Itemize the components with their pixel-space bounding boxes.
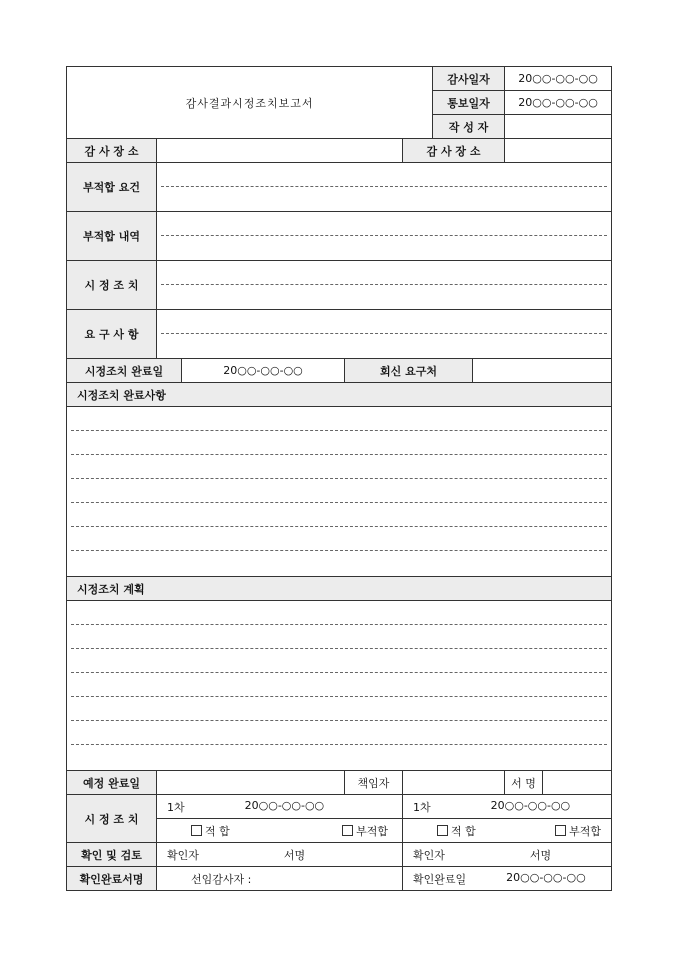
nonconform-detail-label: 부적합 내역 bbox=[67, 212, 157, 261]
sign-label: 서 명 bbox=[505, 771, 543, 795]
review-label: 확인 및 검토 bbox=[67, 843, 157, 867]
final-sign-label: 확인완료서명 bbox=[67, 867, 157, 891]
suitable-left-checkbox[interactable]: 적 합 bbox=[191, 823, 230, 839]
request-field[interactable] bbox=[157, 310, 612, 359]
sign-value[interactable] bbox=[543, 771, 612, 795]
audit-location-label-2: 감 사 장 소 bbox=[403, 139, 505, 163]
sign-left: 서명 bbox=[283, 848, 306, 862]
page-title: 감사결과시정조치보고서 bbox=[67, 67, 433, 139]
corrective-action-label: 시 정 조 치 bbox=[67, 261, 157, 310]
audit-location-value-1[interactable] bbox=[157, 139, 403, 163]
unsuitable-left-checkbox[interactable]: 부적합 bbox=[342, 823, 388, 839]
corrective-check-label: 시 정 조 치 bbox=[67, 795, 157, 843]
audit-location-value-2[interactable] bbox=[505, 139, 612, 163]
audit-date-value[interactable]: 20○○-○○-○○ bbox=[505, 67, 612, 91]
plan-area[interactable] bbox=[67, 601, 612, 771]
first-right-date[interactable]: 20○○-○○-○○ bbox=[490, 798, 571, 812]
confirm-date-label: 확인완료일 bbox=[413, 872, 467, 886]
check-right bbox=[403, 819, 612, 843]
suitable-right-checkbox[interactable]: 적 합 bbox=[437, 823, 476, 839]
completion-date-label: 시정조치 완료일 bbox=[67, 359, 182, 383]
request-label: 요 구 사 항 bbox=[67, 310, 157, 359]
first-left bbox=[157, 795, 403, 819]
first-left-date[interactable]: 20○○-○○-○○ bbox=[244, 798, 325, 812]
author-label: 작 성 자 bbox=[433, 115, 505, 139]
senior-auditor-label: 선임감사자 : bbox=[191, 872, 252, 886]
plan-header: 시정조치 계획 bbox=[67, 577, 612, 601]
planned-date-value[interactable] bbox=[157, 771, 345, 795]
report-form bbox=[66, 66, 611, 891]
completed-items-area[interactable] bbox=[67, 407, 612, 577]
nonconform-req-label: 부적합 요건 bbox=[67, 163, 157, 212]
confirmer-left: 확인자 bbox=[167, 848, 199, 862]
completion-date-value[interactable]: 20○○-○○-○○ bbox=[182, 359, 345, 383]
review-left[interactable] bbox=[157, 843, 403, 867]
notice-date-label: 통보일자 bbox=[433, 91, 505, 115]
unsuitable-right-checkbox[interactable]: 부적합 bbox=[555, 823, 601, 839]
nonconform-detail-field[interactable] bbox=[157, 212, 612, 261]
planned-date-label: 예정 완료일 bbox=[67, 771, 157, 795]
check-left bbox=[157, 819, 403, 843]
form-table bbox=[66, 66, 612, 891]
responsible-label: 책임자 bbox=[345, 771, 403, 795]
first-right-label: 1차 bbox=[413, 800, 431, 814]
review-right[interactable] bbox=[403, 843, 612, 867]
confirm-date-value[interactable]: 20○○-○○-○○ bbox=[506, 870, 586, 884]
author-value[interactable] bbox=[505, 115, 612, 139]
first-left-label: 1차 bbox=[167, 800, 185, 814]
reply-to-value[interactable] bbox=[473, 359, 612, 383]
sign-right: 서명 bbox=[529, 848, 552, 862]
audit-date-label: 감사일자 bbox=[433, 67, 505, 91]
reply-to-label: 회신 요구처 bbox=[345, 359, 473, 383]
confirmer-right: 확인자 bbox=[413, 848, 445, 862]
corrective-action-field[interactable] bbox=[157, 261, 612, 310]
completed-items-header: 시정조치 완료사항 bbox=[67, 383, 612, 407]
first-right bbox=[403, 795, 612, 819]
notice-date-value[interactable]: 20○○-○○-○○ bbox=[505, 91, 612, 115]
audit-location-label-1: 감 사 장 소 bbox=[67, 139, 157, 163]
responsible-value[interactable] bbox=[403, 771, 505, 795]
confirm-date-field[interactable] bbox=[403, 867, 612, 891]
nonconform-req-field[interactable] bbox=[157, 163, 612, 212]
senior-auditor-field[interactable] bbox=[157, 867, 403, 891]
